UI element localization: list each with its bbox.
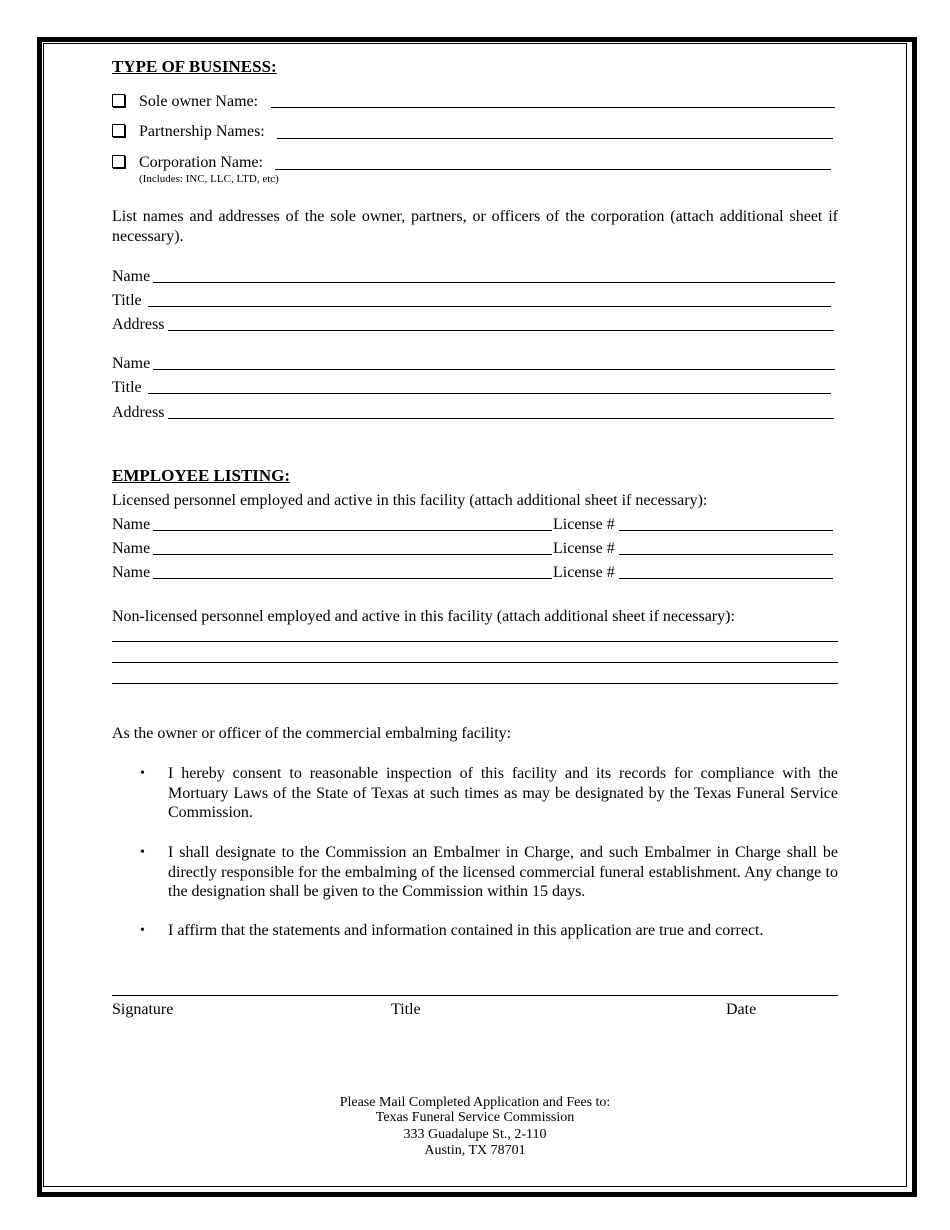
corporation-name-field[interactable] — [275, 169, 831, 170]
licensed-instructions: Licensed personnel employed and active in this facility (attach additional sheet if necessary): — [112, 492, 708, 509]
owner2-address-field[interactable] — [168, 418, 834, 419]
nonlicensed-line-1[interactable] — [112, 641, 838, 642]
affirmation-bullet-2: I shall designate to the Commission an Embalmer in Charge, and such Embalmer in Charge shall be directly responsible for the embalming of the licensed commercial funeral establishment. Any change to the designation shall be given to the Commission within 15 days. — [168, 844, 838, 900]
sole-owner-checkbox[interactable] — [112, 94, 125, 107]
owners-instructions: List names and addresses of the sole owner, partners, or officers of the corporation (attach additional sheet if necessary). — [112, 208, 838, 245]
type-of-business-heading: TYPE OF BUSINESS: — [112, 57, 277, 76]
licensed2-license-label: License # — [553, 540, 615, 557]
licensed3-name-field[interactable] — [153, 578, 552, 579]
mailing-line-3: Austin, TX 78701 — [424, 1143, 526, 1158]
bullet-1-dot: • — [140, 766, 145, 781]
affirmation-bullet-1: I hereby consent to reasonable inspection of this facility and its records for compliance with the Mortuary Laws of the State of Texas at such times as may be designated by the Texas Funeral Service Commission. — [168, 765, 838, 821]
nonlicensed-line-3[interactable] — [112, 683, 838, 684]
licensed2-license-field[interactable] — [619, 554, 833, 555]
mailing-line-1: Texas Funeral Service Commission — [375, 1110, 575, 1125]
bullet-2-dot: • — [140, 845, 145, 860]
signature-line[interactable] — [112, 995, 838, 996]
licensed2-name-field[interactable] — [153, 554, 552, 555]
licensed3-license-label: License # — [553, 564, 615, 581]
owner2-name-label: Name — [112, 355, 151, 372]
licensed3-name-label: Name — [112, 564, 151, 581]
licensed1-name-field[interactable] — [153, 530, 552, 531]
owner1-name-label: Name — [112, 268, 151, 285]
owner1-title-label: Title — [112, 292, 142, 309]
nonlicensed-instructions: Non-licensed personnel employed and active in this facility (attach additional sheet if necessary): — [112, 608, 735, 625]
licensed3-license-field[interactable] — [619, 578, 833, 579]
signature-label: Signature — [112, 1001, 174, 1018]
owner1-address-label: Address — [112, 316, 165, 333]
sole-owner-label: Sole owner Name: — [139, 93, 259, 110]
licensed1-license-label: License # — [553, 516, 615, 533]
owner1-title-field[interactable] — [148, 306, 831, 307]
mailing-heading: Please Mail Completed Application and Fees to: — [339, 1095, 611, 1110]
licensed2-name-label: Name — [112, 540, 151, 557]
affirmation-intro: As the owner or officer of the commercial embalming facility: — [112, 725, 512, 742]
owner2-name-field[interactable] — [153, 369, 835, 370]
nonlicensed-line-2[interactable] — [112, 662, 838, 663]
affirmation-bullet-3: I affirm that the statements and information contained in this application are true and correct. — [168, 922, 764, 939]
sole-owner-name-field[interactable] — [271, 107, 835, 108]
partnership-checkbox[interactable] — [112, 124, 125, 137]
bullet-3-dot: • — [140, 923, 145, 938]
corporation-label: Corporation Name: — [139, 154, 263, 171]
owner2-address-label: Address — [112, 404, 165, 421]
signature-date-label: Date — [726, 1001, 757, 1018]
owner1-name-field[interactable] — [153, 282, 835, 283]
partnership-label: Partnership Names: — [139, 123, 265, 140]
owner1-address-field[interactable] — [168, 330, 834, 331]
licensed1-license-field[interactable] — [619, 530, 833, 531]
owner2-title-field[interactable] — [148, 393, 831, 394]
mailing-line-2: 333 Guadalupe St., 2-110 — [403, 1127, 547, 1142]
owner2-title-label: Title — [112, 379, 142, 396]
signature-title-label: Title — [391, 1001, 421, 1018]
licensed1-name-label: Name — [112, 516, 151, 533]
corporation-checkbox[interactable] — [112, 155, 125, 168]
corporation-note: (Includes: INC, LLC, LTD, etc) — [139, 173, 279, 185]
partnership-names-field[interactable] — [277, 138, 833, 139]
employee-listing-heading: EMPLOYEE LISTING: — [112, 466, 291, 485]
